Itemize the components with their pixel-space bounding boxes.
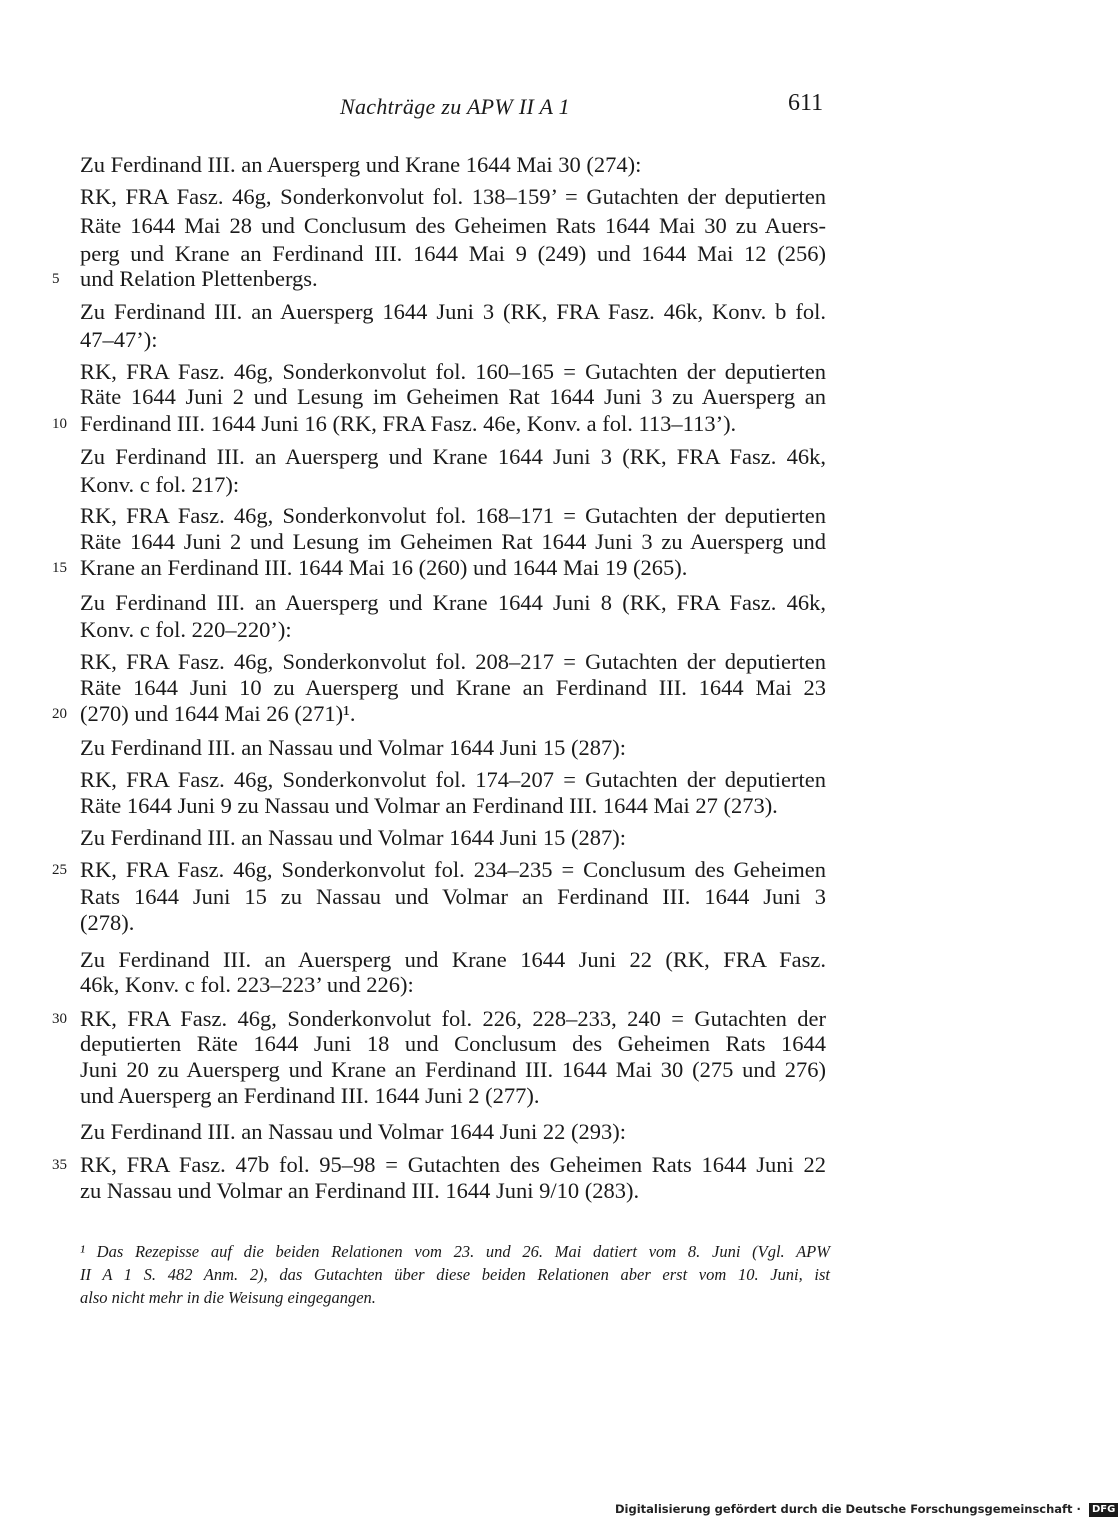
text-line: zu Nassau und Volmar an Ferdinand III. 1644 Juni 9/10 (283). [80, 1178, 640, 1203]
text-line: Zu Ferdinand III. an Auersperg und Krane 1644 Juni 3 (RK, FRA Fasz. 46k, [80, 444, 826, 469]
text-line: Konv. c fol. 220–220’): [80, 617, 292, 642]
text-line: Krane an Ferdinand III. 1644 Mai 16 (260) und 1644 Mai 19 (265). [80, 555, 688, 580]
text-line: Zu Ferdinand III. an Nassau und Volmar 1644 Juni 22 (293): [80, 1119, 626, 1144]
text-line: deputierten Räte 1644 Juni 18 und Conclusum des Geheimen Rats 1644 [80, 1031, 826, 1056]
text-line: Räte 1644 Juni 2 und Lesung im Geheimen Rat 1644 Juni 3 zu Auersperg an [80, 384, 826, 409]
footnote-line: ¹ Das Rezepisse auf die beiden Relationen vom 23. und 26. Mai datiert vom 8. Juni (Vgl. APW [80, 1242, 830, 1261]
text-line: Zu Ferdinand III. an Auersperg und Krane 1644 Juni 8 (RK, FRA Fasz. 46k, [80, 590, 826, 615]
text-line: RK, FRA Fasz. 46g, Sonderkonvolut fol. 138–159’ = Gutachten der deputierten [80, 184, 826, 209]
text-line: (278). [80, 910, 135, 935]
text-line: Zu Ferdinand III. an Nassau und Volmar 1644 Juni 15 (287): [80, 735, 626, 760]
digitization-credit [615, 1502, 1118, 1520]
running-title: Nachträge zu APW II A 1 [340, 94, 570, 119]
text-line: 47–47’): [80, 327, 158, 352]
footnote-line: II A 1 S. 482 Anm. 2), das Gutachten über diese beiden Relationen aber erst vom 10. Juni, ist [80, 1265, 830, 1284]
text-line: und Auersperg an Ferdinand III. 1644 Juni 2 (277). [80, 1083, 540, 1108]
text-line: 46k, Konv. c fol. 223–223’ und 226): [80, 972, 414, 997]
text-line: perg und Krane an Ferdinand III. 1644 Mai 9 (249) und 1644 Mai 12 (256) [80, 241, 826, 266]
line-number: 25 [52, 862, 67, 878]
text-line: Räte 1644 Juni 9 zu Nassau und Volmar an Ferdinand III. 1644 Mai 27 (273). [80, 793, 778, 818]
text-line: RK, FRA Fasz. 46g, Sonderkonvolut fol. 174–207 = Gutachten der deputierten [80, 767, 826, 792]
text-line: RK, FRA Fasz. 46g, Sonderkonvolut fol. 208–217 = Gutachten der deputierten [80, 649, 826, 674]
text-line: Zu Ferdinand III. an Auersperg 1644 Juni 3 (RK, FRA Fasz. 46k, Konv. b fol. [80, 299, 826, 324]
line-number: 30 [52, 1011, 67, 1027]
text-line: Zu Ferdinand III. an Nassau und Volmar 1644 Juni 15 (287): [80, 825, 626, 850]
dfg-logo: DFG [1089, 1503, 1118, 1517]
text-line: Rats 1644 Juni 15 zu Nassau und Volmar an Ferdinand III. 1644 Juni 3 [80, 884, 826, 909]
text-line: und Relation Plettenbergs. [80, 266, 318, 291]
text-line: Räte 1644 Juni 10 zu Auersperg und Krane an Ferdinand III. 1644 Mai 23 [80, 675, 826, 700]
line-number: 35 [52, 1157, 67, 1173]
line-number: 20 [52, 706, 67, 722]
line-number: 10 [52, 416, 67, 432]
credit-text: Digitalisierung gefördert durch die Deutsche Forschungsgemeinschaft · [615, 1502, 1081, 1516]
line-number: 5 [52, 271, 60, 287]
text-line: Ferdinand III. 1644 Juni 16 (RK, FRA Fasz. 46e, Konv. a fol. 113–113’). [80, 411, 737, 436]
text-line: RK, FRA Fasz. 46g, Sonderkonvolut fol. 226, 228–233, 240 = Gutachten der [80, 1006, 826, 1031]
text-line: RK, FRA Fasz. 46g, Sonderkonvolut fol. 168–171 = Gutachten der deputierten [80, 503, 826, 528]
text-line: Räte 1644 Juni 2 und Lesung im Geheimen Rat 1644 Juni 3 zu Auersperg und [80, 529, 826, 554]
text-line: Konv. c fol. 217): [80, 472, 240, 497]
text-line: Zu Ferdinand III. an Auersperg und Krane 1644 Mai 30 (274): [80, 152, 642, 177]
text-line: RK, FRA Fasz. 46g, Sonderkonvolut fol. 234–235 = Conclusum des Geheimen [80, 857, 826, 882]
page-number: 611 [788, 90, 824, 116]
text-line: RK, FRA Fasz. 46g, Sonderkonvolut fol. 160–165 = Gutachten der deputierten [80, 359, 826, 384]
text-line: (270) und 1644 Mai 26 (271)¹. [80, 701, 356, 726]
line-number: 15 [52, 560, 67, 576]
page-header [0, 90, 1000, 130]
text-line: RK, FRA Fasz. 47b fol. 95–98 = Gutachten des Geheimen Rats 1644 Juni 22 [80, 1152, 826, 1177]
footnote [80, 1240, 830, 1309]
text-line: Zu Ferdinand III. an Auersperg und Krane 1644 Juni 22 (RK, FRA Fasz. [80, 947, 826, 972]
text-line: Juni 20 zu Auersperg und Krane an Ferdinand III. 1644 Mai 30 (275 und 276) [80, 1057, 826, 1082]
text-line: Räte 1644 Mai 28 und Conclusum des Geheimen Rats 1644 Mai 30 zu Auers- [80, 213, 826, 238]
footnote-line: also nicht mehr in die Weisung eingegangen. [80, 1288, 376, 1307]
